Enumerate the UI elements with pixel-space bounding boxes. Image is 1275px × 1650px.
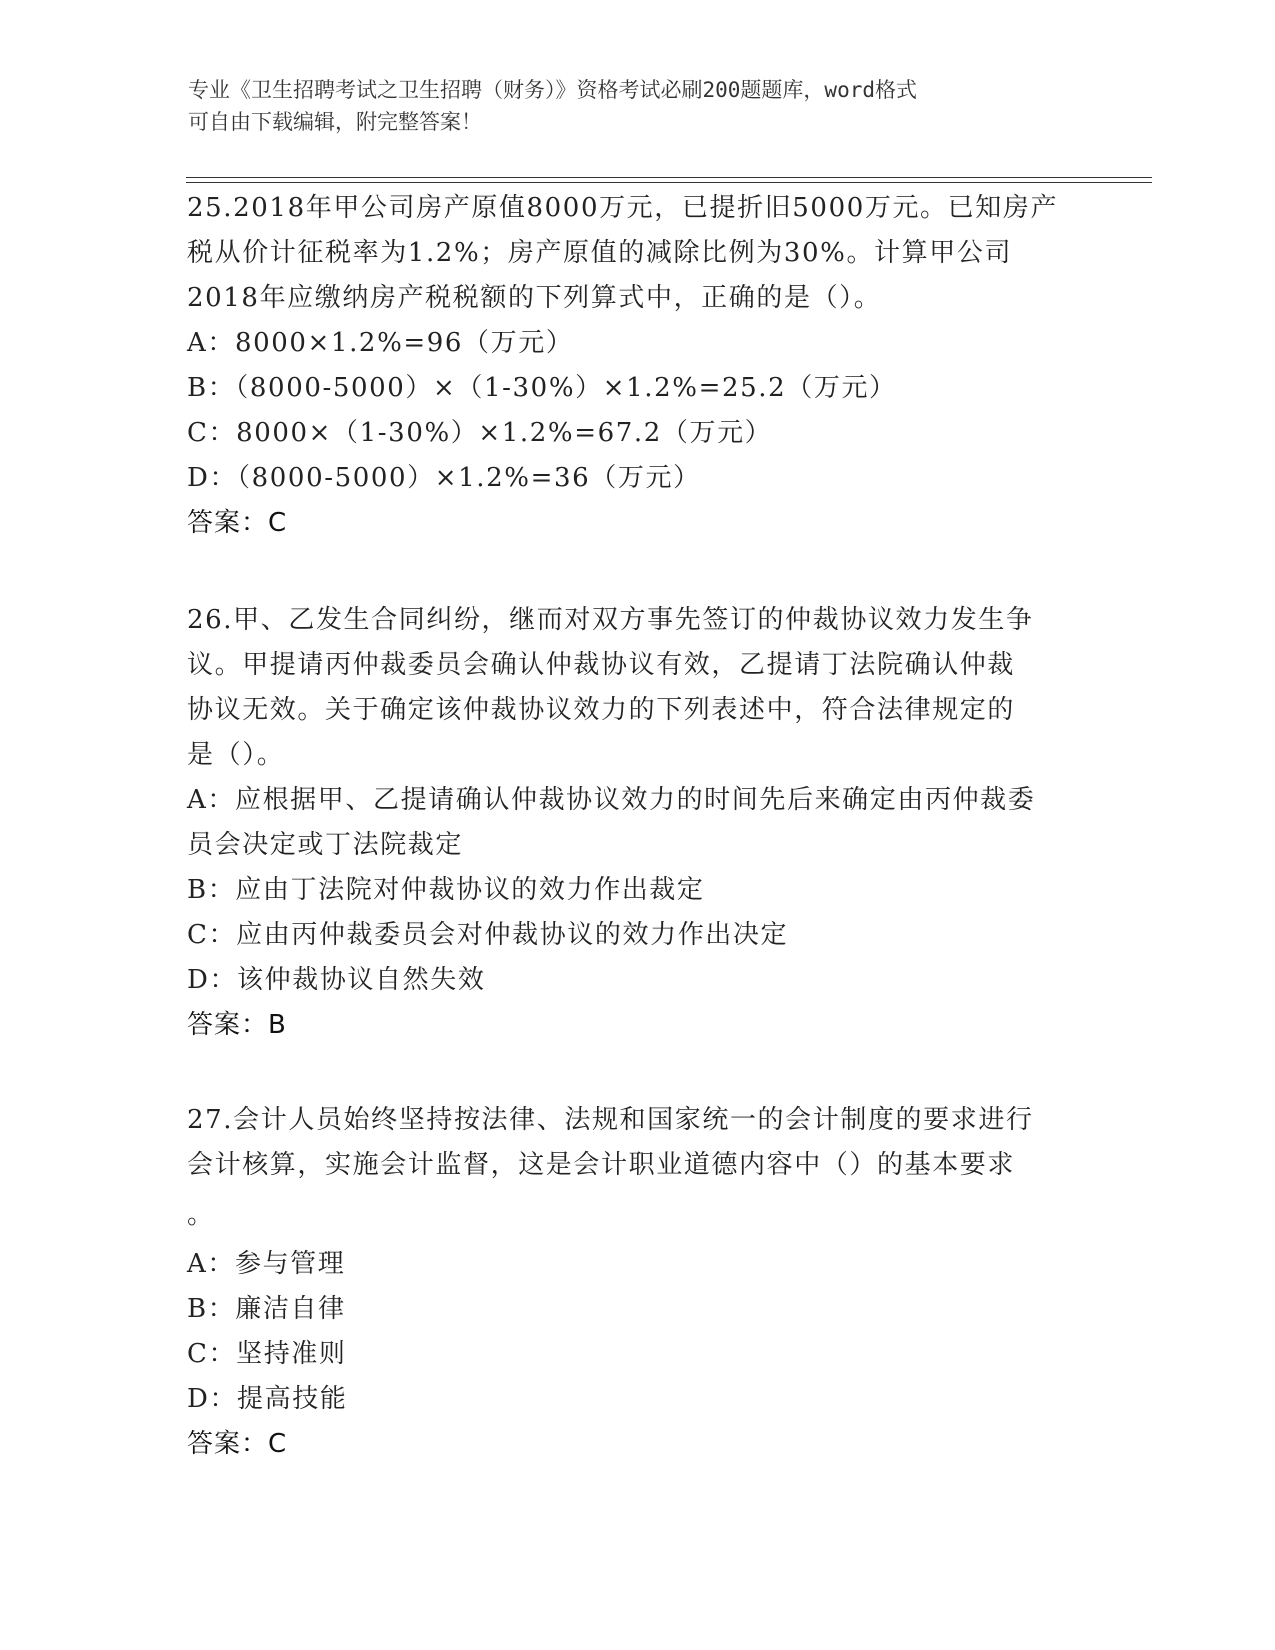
question-text-line: 协议无效。关于确定该仲裁协议效力的下列表述中，符合法律规定的 (187, 695, 1016, 725)
header-title-line-2: 可自由下载编辑，附完整答案！ (188, 110, 482, 134)
answer-label: 答案：C (187, 508, 288, 538)
option-c: C：应由丙仲裁委员会对仲裁协议的效力作出决定 (187, 920, 789, 950)
question-text-line: 2018年应缴纳房产税税额的下列算式中，正确的是（）。 (187, 283, 882, 313)
option-c: C：坚持准则 (187, 1339, 347, 1369)
question-text-line: 27.会计人员始终坚持按法律、法规和国家统一的会计制度的要求进行 (187, 1105, 1034, 1135)
option-c: C：8000×（1-30%）×1.2%=67.2（万元） (187, 418, 773, 448)
question-26 (187, 598, 1087, 1048)
option-a: A：参与管理 (187, 1249, 346, 1279)
answer-label: 答案：C (187, 1429, 288, 1459)
document-header (188, 74, 1088, 138)
question-text-line: 议。甲提请丙仲裁委员会确认仲裁协议有效，乙提请丁法院确认仲裁 (187, 650, 1016, 680)
option-a: A：8000×1.2%=96（万元） (187, 328, 574, 358)
option-b: B：应由丁法院对仲裁协议的效力作出裁定 (187, 875, 705, 905)
option-b: B：廉洁自律 (187, 1294, 346, 1324)
option-a: A：应根据甲、乙提请确认仲裁协议效力的时间先后来确定由丙仲裁委 (187, 785, 1036, 815)
option-d: D：该仲裁协议自然失效 (187, 965, 486, 995)
question-text-line: 是（）。 (187, 740, 285, 770)
question-text-line: 税从价计征税率为1.2%；房产原值的减除比例为30%。计算甲公司 (187, 238, 1013, 268)
option-a-continued: 员会决定或丁法院裁定 (187, 830, 464, 860)
question-text-line: 26.甲、乙发生合同纠纷，继而对双方事先签订的仲裁协议效力发生争 (187, 605, 1034, 635)
header-title-line-1: 专业《卫生招聘考试之卫生招聘（财务）》资格考试必刷200题题库，word格式 (188, 78, 917, 102)
question-text-line: 25.2018年甲公司房产原值8000万元，已提折旧5000万元。已知房产 (187, 193, 1059, 223)
option-d: D：提高技能 (187, 1384, 348, 1414)
option-b: B：（8000-5000）×（1-30%）×1.2%=25.2（万元） (187, 373, 897, 403)
question-25 (187, 186, 1087, 546)
answer-label: 答案：B (187, 1010, 287, 1040)
question-text-line: 。 (187, 1200, 215, 1230)
header-divider-thick (186, 177, 1152, 178)
question-27 (187, 1098, 1087, 1467)
option-d: D：（8000-5000）×1.2%=36（万元） (187, 463, 701, 493)
question-text-line: 会计核算，实施会计监督，这是会计职业道德内容中（）的基本要求 (187, 1150, 1016, 1180)
header-divider-thin (186, 182, 1152, 183)
